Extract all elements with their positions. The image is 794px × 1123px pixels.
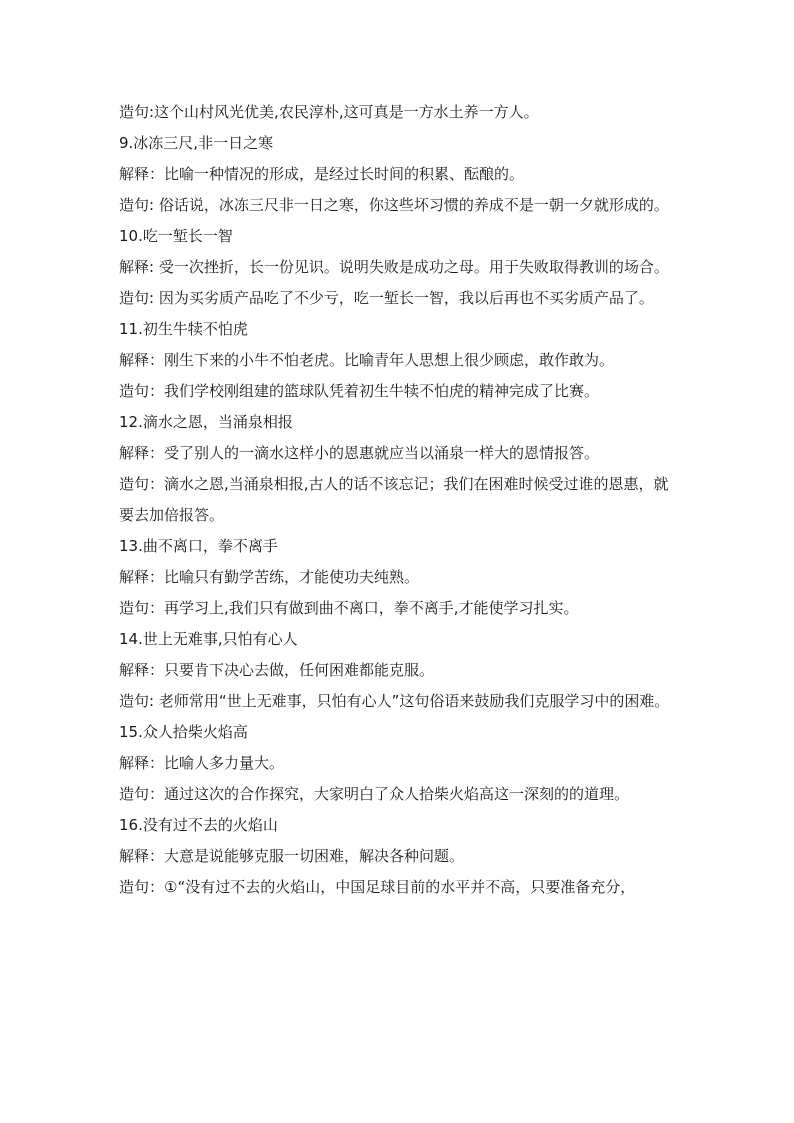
idiom-heading: 15.众人拾柴火焰高 xyxy=(119,723,248,741)
example-sentence: 造句: 俗话说，冰冻三尺非一日之寒，你这些坏习惯的养成不是一朝一夕就形成的。 xyxy=(119,196,669,214)
idiom-heading: 11.初生牛犊不怕虎 xyxy=(119,320,248,338)
example-sentence: 造句:这个山村风光优美,农民淳朴,这可真是一方水土养一方人。 xyxy=(119,103,539,121)
idiom-heading: 9.冰冻三尺,非一日之寒 xyxy=(119,134,274,152)
idiom-heading: 10.吃一堑长一智 xyxy=(119,227,233,245)
example-sentence: 造句：①“没有过不去的火焰山，中国足球目前的水平并不高，只要准备充分， xyxy=(119,878,636,896)
example-sentence: 造句：滴水之恩,当涌泉相报,古人的话不该忘记；我们在困难时候受过谁的恩惠，就要去加倍报答。 xyxy=(119,475,669,524)
idiom-heading: 14.世上无难事,只怕有心人 xyxy=(119,630,298,648)
idiom-heading: 13.曲不离口，拳不离手 xyxy=(119,537,278,555)
explanation: 解释：受了别人的一滴水这样小的恩惠就应当以涌泉一样大的恩情报答。 xyxy=(119,444,600,462)
idiom-heading: 16.没有过不去的火焰山 xyxy=(119,816,278,834)
explanation: 解释：比喻只有勤学苦练，才能使功夫纯熟。 xyxy=(119,568,420,586)
explanation: 解释：只要肯下决心去做，任何困难都能克服。 xyxy=(119,661,435,679)
idiom-heading: 12.滴水之恩，当涌泉相报 xyxy=(119,413,293,431)
example-sentence: 造句：通过这次的合作探究，大家明白了众人拾柴火焰高这一深刻的的道理。 xyxy=(119,785,630,803)
example-sentence: 造句: 因为买劣质产品吃了不少亏，吃一堑长一智，我以后再也不买劣质产品了。 xyxy=(119,289,654,307)
example-sentence: 造句：再学习上,我们只有做到曲不离口，拳不离手,才能使学习扎实。 xyxy=(119,599,579,617)
explanation: 解释：大意是说能够克服一切困难，解决各种问题。 xyxy=(119,847,465,865)
explanation: 解释：比喻人多力量大。 xyxy=(119,754,285,772)
document-body xyxy=(119,97,679,903)
example-sentence: 造句: 老师常用“世上无难事，只怕有心人”这句俗语来鼓励我们克服学习中的困难。 xyxy=(119,692,670,710)
example-sentence: 造句：我们学校刚组建的篮球队凭着初生牛犊不怕虎的精神完成了比赛。 xyxy=(119,382,600,400)
explanation: 解释：刚生下来的小牛不怕老虎。比喻青年人思想上很少顾虑，敢作敢为。 xyxy=(119,351,615,369)
explanation: 解释: 受一次挫折，长一份见识。说明失败是成功之母。用于失败取得教训的场合。 xyxy=(119,258,669,276)
explanation: 解释：比喻一种情况的形成，是经过长时间的积累、酝酿的。 xyxy=(119,165,525,183)
